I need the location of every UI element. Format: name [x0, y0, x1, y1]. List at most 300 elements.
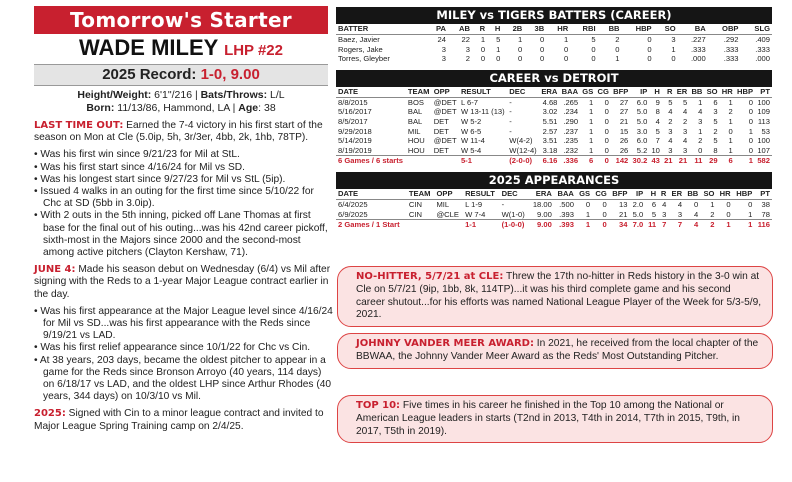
column-header: GS: [580, 87, 595, 98]
box-heading: JOHNNY VANDER MEER AWARD:: [356, 338, 534, 349]
table-cell: 21: [675, 156, 690, 166]
table-cell: @DET: [433, 107, 457, 117]
table-cell: Baez, Javier: [338, 35, 380, 44]
table-cell: 1: [748, 126, 754, 136]
table-cell: 0: [563, 54, 569, 64]
table-cell: 1: [518, 35, 523, 44]
column-header: SO: [704, 87, 719, 98]
batters-section-title: MILEY vs TIGERS BATTERS (CAREER): [336, 7, 772, 24]
table-cell: 1: [716, 220, 732, 230]
bio-line-2: [34, 102, 328, 115]
note-text: Earned the 7-4 victory in his first start of the season on Mon at Cle (5.0ip, 5h, 3r/3er, 4bb, 2k, 1hb, 78TP).: [34, 120, 323, 144]
table-cell: 0: [518, 54, 523, 64]
bt-value: L/L: [267, 89, 285, 101]
table-row: [336, 127, 772, 137]
table-cell: [407, 220, 435, 230]
table-cell: 1: [735, 156, 755, 166]
table-cell: 1: [589, 116, 594, 126]
column-header: RBI: [570, 24, 597, 35]
app2025-section-title: 2025 APPEARANCES: [336, 172, 772, 189]
column-header: HBP: [622, 24, 654, 35]
table-cell: 6: [651, 199, 657, 209]
hw-label: Height/Weight:: [77, 89, 152, 101]
record-label: 2025 Record:: [102, 66, 201, 83]
table-cell: .290: [563, 116, 579, 126]
table-cell: 8/8/2015: [338, 97, 368, 107]
table-cell: 4: [698, 107, 703, 117]
table-cell: -: [509, 126, 512, 136]
table-cell: 113: [757, 116, 770, 126]
table-row: [336, 107, 772, 117]
table-cell: .000: [690, 54, 706, 64]
table-row: [336, 199, 772, 209]
table-cell: 1: [728, 145, 733, 155]
table-cell: 1: [728, 116, 733, 126]
column-header: ER: [675, 87, 690, 98]
table-cell: 5: [713, 116, 718, 126]
table-cell: 4: [683, 136, 688, 146]
y2025-note: [34, 408, 334, 432]
table-cell: .333: [755, 44, 770, 54]
table-cell: .000: [755, 54, 770, 64]
table-cell: DET: [433, 126, 449, 136]
table-cell: W 5-4: [460, 145, 482, 155]
table-cell: 21: [619, 209, 628, 219]
right-column: [336, 7, 772, 230]
last-out-bullets: [34, 149, 334, 259]
table-cell: 1: [698, 126, 703, 136]
table-cell: .232: [563, 145, 579, 155]
table-cell: 7: [668, 220, 684, 230]
column-header: BAA: [554, 189, 576, 200]
table-cell: 0: [540, 35, 545, 44]
table-cell: 6.16: [539, 156, 559, 166]
table-row: [336, 146, 772, 156]
table-cell: 6 Games / 6 starts: [336, 156, 406, 166]
table-cell: 5: [683, 97, 688, 107]
table-cell: 1: [728, 97, 733, 107]
column-header: BB: [689, 87, 704, 98]
note-heading: LAST TIME OUT:: [34, 120, 124, 131]
table-cell: 1: [589, 126, 594, 136]
table-cell: 15: [619, 126, 629, 136]
table-cell: 1: [748, 209, 753, 219]
table-cell: 0: [591, 44, 596, 54]
table-cell: @DET: [433, 136, 457, 146]
column-header: R: [658, 189, 668, 200]
table-cell: 0: [563, 44, 569, 54]
table-cell: W(12-4): [509, 145, 537, 155]
table-cell: 1: [576, 220, 592, 230]
table-cell: 1: [589, 107, 594, 117]
player-name-line: [34, 36, 328, 63]
table-cell: (1-0-0): [500, 220, 529, 230]
table-cell: 2.57: [542, 126, 558, 136]
column-header: PA: [426, 24, 448, 35]
table-cell: 0: [604, 136, 609, 146]
table-cell: 0: [540, 44, 545, 54]
column-header: HBP: [735, 87, 755, 98]
table-cell: 3: [683, 126, 688, 136]
table-cell: W 11-4: [460, 136, 485, 146]
table-cell: .292: [723, 35, 739, 44]
table-cell: 582: [755, 156, 772, 166]
table-cell: 1: [589, 97, 594, 107]
table-cell: 26: [619, 136, 629, 146]
table-cell: 9: [655, 97, 660, 107]
table-cell: 7: [655, 136, 660, 146]
table-cell: 7.0: [629, 220, 645, 230]
table-cell: 0: [728, 126, 733, 136]
table-cell: 3: [668, 126, 673, 136]
table-cell: CIN: [408, 209, 422, 219]
table-cell: 1: [698, 97, 703, 107]
table-cell: -: [509, 97, 512, 107]
column-header: TEAM: [406, 87, 432, 98]
table-cell: 5: [668, 97, 673, 107]
table-cell: (2-0-0): [507, 156, 539, 166]
table-cell: 100: [757, 136, 770, 146]
table-cell: 0: [647, 44, 652, 54]
table-cell: 6.0: [636, 136, 648, 146]
table-cell: 4: [684, 220, 700, 230]
table-cell: 27: [619, 107, 629, 117]
table-row: [336, 210, 772, 220]
player-bio: [34, 89, 328, 115]
table-cell: 22: [461, 35, 470, 44]
list-item: • Issued 4 walks in an outing for the first time since 5/10/22 for Chc at SD (5bb in 3.0ip).: [34, 186, 334, 210]
table-cell: 2: [615, 35, 620, 44]
born-value: 11/13/86, Hammond, LA |: [114, 102, 239, 114]
table-cell: 0: [496, 54, 501, 64]
table-cell: 5: [591, 35, 596, 44]
table-cell: [432, 156, 459, 166]
table-row: [336, 54, 772, 64]
table-cell: 4.68: [542, 97, 558, 107]
table-cell: 3: [683, 145, 688, 155]
table-cell: 0: [591, 54, 596, 64]
table-cell: 0: [602, 199, 607, 209]
batters-table: [336, 24, 772, 64]
table-cell: 3: [662, 209, 667, 219]
column-header: BB: [598, 24, 622, 35]
column-header: IP: [630, 87, 649, 98]
table-cell: 4: [683, 107, 688, 117]
column-header: CG: [595, 87, 611, 98]
table-cell: 0: [604, 116, 609, 126]
table-cell: 8/19/2019: [338, 145, 372, 155]
table-cell: -: [509, 107, 512, 117]
record-value: 1-0, 9.00: [200, 66, 260, 83]
table-cell: 0: [604, 126, 609, 136]
table-cell: 5: [713, 136, 718, 146]
table-cell: 8/5/2017: [338, 116, 368, 126]
table-cell: .409: [755, 35, 770, 44]
list-item: • Was his first relief appearance since 10/1/22 for Chc vs Cin.: [34, 342, 334, 354]
table-cell: 0: [748, 97, 754, 107]
table-cell: BOS: [407, 97, 424, 107]
column-header: 3B: [524, 24, 546, 35]
nohitter-box: [337, 266, 773, 327]
table-cell: 0: [748, 136, 754, 146]
table-cell: 109: [757, 107, 770, 117]
table-row: [336, 35, 772, 45]
table-cell: 5: [655, 126, 660, 136]
column-header: TEAM: [407, 189, 435, 200]
table-cell: 5.0: [636, 116, 648, 126]
table-cell: 116: [754, 220, 772, 230]
note-heading: JUNE 4:: [34, 264, 76, 276]
column-header: HR: [716, 189, 732, 200]
table-cell: Rogers, Jake: [338, 44, 383, 54]
table-cell: HOU: [407, 145, 425, 155]
list-item: • Was his first start since 4/16/24 for Mil vs SD.: [34, 162, 334, 174]
table-cell: 5.0: [636, 107, 648, 117]
table-cell: 1: [671, 44, 676, 54]
table-cell: 3: [441, 54, 446, 64]
table-cell: 1-1: [463, 220, 500, 230]
note-heading: 2025:: [34, 408, 66, 420]
table-cell: 0: [604, 107, 609, 117]
column-header: BFP: [609, 189, 630, 200]
table-cell: 0: [647, 35, 652, 44]
season-record: [34, 64, 328, 86]
table-cell: 5: [496, 35, 501, 44]
table-cell: .237: [563, 126, 579, 136]
age-label: Age: [238, 102, 259, 114]
table-cell: 3: [465, 44, 470, 54]
table-cell: 0: [726, 199, 731, 209]
table-cell: 0: [726, 209, 731, 219]
column-header: BB: [684, 189, 700, 200]
starter-banner: Tomorrow's Starter: [34, 6, 328, 34]
bio-line-1: [34, 89, 328, 102]
table-cell: 1: [585, 209, 591, 219]
june4-note: [34, 264, 334, 301]
table-cell: 30.2: [630, 156, 649, 166]
table-cell: 6/4/2025: [338, 199, 368, 209]
column-header: ERA: [539, 87, 559, 98]
table-cell: [406, 156, 432, 166]
table-cell: 2: [465, 54, 470, 64]
table-cell: BAL: [407, 116, 423, 126]
table-cell: 4: [662, 199, 667, 209]
table-cell: 3: [698, 116, 703, 126]
table-cell: 5.2: [636, 145, 648, 155]
table-cell: 13: [619, 199, 628, 209]
table-cell: 6/9/2025: [338, 209, 368, 219]
table-cell: 2: [728, 107, 733, 117]
column-header: ER: [668, 189, 684, 200]
table-cell: 34: [609, 220, 630, 230]
table-cell: 4: [677, 199, 683, 209]
box-text: Threw the 17th no-hitter in Reds history in the 3-0 win at Cle on 5/7/21 (9ip, 1bb, 8k, 114TP)...it was his third complete game and his second career shutout...for his efforts was named National League Player of the Week for 5/3-5/9, 2021.: [356, 271, 762, 321]
table-cell: MIL: [407, 126, 421, 136]
table-cell: L 6-7: [460, 97, 478, 107]
column-header: CG: [592, 189, 609, 200]
table-cell: 0: [480, 54, 486, 64]
table-cell: 0: [540, 54, 545, 64]
table-cell: 1: [733, 220, 755, 230]
table-cell: W 7-4: [465, 209, 486, 219]
table-cell: BAL: [407, 107, 423, 117]
table-cell: 8: [713, 145, 718, 155]
table-cell: 9.00: [537, 209, 552, 219]
table-cell: .333: [723, 44, 739, 54]
column-header: H: [487, 24, 502, 35]
table-cell: 10: [651, 145, 660, 155]
bt-label: Bats/Throws:: [200, 89, 268, 101]
column-header: OBP: [708, 24, 741, 35]
list-item: • At 38 years, 203 days, became the oldest pitcher to appear in a game for the Reds since Bronson Arroyo (40 years, 114 days) on 6/18/17 vs LAD, and the oldest LHP since Arthur Rhodes (40 years, 344 days) on 10/3/10 vs Mil.: [34, 355, 334, 404]
table-cell: HOU: [407, 136, 425, 146]
table-cell: 0: [604, 97, 609, 107]
table-cell: 2.0: [632, 199, 644, 209]
june4-bullets: [34, 306, 334, 404]
table-cell: MIL: [436, 199, 450, 209]
column-header: PT: [755, 87, 772, 98]
table-cell: 11: [645, 220, 658, 230]
column-header: DATE: [336, 189, 407, 200]
box-text: Five times in his career he finished in the Top 10 among the National or American League leaders in starts (T2nd in 2013, T4th in 2014, T7th in 2015, T9th, in 2017, T5th in 2019).: [356, 400, 740, 437]
player-name: WADE MILEY: [78, 35, 218, 60]
table-cell: -: [501, 199, 505, 209]
table-cell: [434, 220, 463, 230]
table-cell: 0: [480, 44, 486, 54]
table-cell: 2 Games / 1 Start: [336, 220, 407, 230]
table-cell: 0: [592, 220, 609, 230]
table-cell: 4: [668, 107, 673, 117]
table-cell: 0: [518, 44, 523, 54]
table-cell: 5-1: [459, 156, 507, 166]
table-cell: 21: [619, 116, 629, 126]
column-header: DATE: [336, 87, 406, 98]
table-cell: 4: [694, 209, 699, 219]
table-cell: 0: [585, 199, 591, 209]
table-cell: Torres, Gleyber: [338, 54, 390, 64]
table-cell: CIN: [408, 199, 422, 209]
table-cell: 6: [580, 156, 595, 166]
table-cell: .234: [563, 107, 579, 117]
table-cell: .500: [559, 199, 574, 209]
table-cell: 7: [658, 220, 668, 230]
table-cell: 8: [655, 107, 660, 117]
box-heading: NO-HITTER, 5/7/21 at CLE:: [356, 271, 504, 282]
table-cell: 0: [694, 199, 699, 209]
table-cell: 21: [662, 156, 675, 166]
table-cell: 2: [668, 116, 673, 126]
vandermeer-box: [337, 333, 773, 369]
column-header: PT: [754, 189, 772, 200]
table-cell: W(1-0): [501, 209, 525, 219]
table-cell: 2: [700, 220, 716, 230]
table-cell: .336: [559, 156, 580, 166]
table-cell: @CLE: [436, 209, 459, 219]
table-row: [336, 45, 772, 55]
table-cell: 9/29/2018: [338, 126, 372, 136]
column-header: H: [645, 189, 658, 200]
column-header: SO: [700, 189, 716, 200]
column-header: R: [472, 24, 487, 35]
column-header: BA: [678, 24, 708, 35]
table-cell: 1: [496, 44, 501, 54]
table-row: [336, 136, 772, 146]
table-cell: 6.0: [636, 97, 648, 107]
column-header: HR: [720, 87, 735, 98]
table-cell: 6: [720, 156, 735, 166]
list-item: • With 2 outs in the 5th inning, picked off Lane Thomas at first base for the final out of his outing...was his 42nd career pickoff, sixth-most in the Majors since 2000 and the second-most among active pitchers (Clayton Kershaw, 71).: [34, 210, 334, 259]
column-header: GS: [576, 189, 592, 200]
table-cell: 3: [668, 145, 673, 155]
table-cell: 2: [710, 209, 715, 219]
career-det-table: [336, 87, 772, 166]
column-header: RESULT: [463, 189, 500, 200]
table-cell: 5.51: [542, 116, 558, 126]
table-cell: 5/14/2019: [338, 136, 372, 146]
last-out-note: [34, 120, 334, 144]
list-item: • Was his first win since 9/21/23 for Mil at StL.: [34, 149, 334, 161]
column-header: IP: [629, 189, 645, 200]
table-cell: 0: [602, 209, 607, 219]
list-item: • Was his first appearance at the Major League level since 4/16/24 for Mil vs SD...was his first appearance with the Reds since 9/19/21 vs LAD.: [34, 306, 334, 343]
table-cell: 26: [619, 145, 629, 155]
table-cell: 29: [704, 156, 719, 166]
age-value: : 38: [258, 102, 276, 114]
table-cell: 3.0: [636, 126, 648, 136]
column-header: BATTER: [336, 24, 426, 35]
table-cell: 3: [441, 44, 446, 54]
table-cell: 0: [748, 145, 754, 155]
table-cell: 0: [604, 145, 609, 155]
table-cell: 38: [761, 199, 770, 209]
column-header: RESULT: [459, 87, 507, 98]
table-cell: .227: [690, 35, 706, 44]
list-item: • Was his longest start since 9/27/23 for Mil vs StL (5ip).: [34, 174, 334, 186]
table-cell: 0: [748, 116, 754, 126]
table-cell: 2: [698, 136, 703, 146]
column-header: SO: [654, 24, 678, 35]
table-cell: -: [509, 116, 512, 126]
total-row: [336, 220, 772, 230]
notes-section: [34, 120, 334, 433]
table-cell: W 6-5: [460, 126, 482, 136]
table-cell: 9.00: [529, 220, 554, 230]
column-header: OPP: [434, 189, 463, 200]
table-cell: 0: [615, 44, 620, 54]
table-cell: @DET: [433, 97, 457, 107]
column-header: SLG: [741, 24, 773, 35]
table-cell: 0: [671, 54, 676, 64]
table-cell: 11: [689, 156, 704, 166]
table-cell: .393: [559, 209, 574, 219]
table-cell: 5.0: [632, 209, 644, 219]
column-header: H: [649, 87, 662, 98]
table-cell: .333: [723, 54, 739, 64]
career-det-section-title: CAREER vs DETROIT: [336, 70, 772, 87]
table-cell: 78: [761, 209, 770, 219]
table-cell: 4: [655, 116, 660, 126]
table-cell: W 5-2: [460, 116, 482, 126]
table-cell: 0: [698, 145, 703, 155]
box-heading: TOP 10:: [356, 400, 401, 411]
table-cell: 4: [668, 136, 673, 146]
note-text: Made his season debut on Wednesday (6/4) vs Mil after signing with the Reds to a 1-year Major League contract earlier in the day.: [34, 264, 331, 300]
table-cell: 0: [748, 199, 753, 209]
table-cell: W(4-2): [509, 136, 533, 146]
table-cell: 43: [649, 156, 662, 166]
table-cell: 3: [677, 209, 683, 219]
table-cell: .333: [690, 44, 706, 54]
